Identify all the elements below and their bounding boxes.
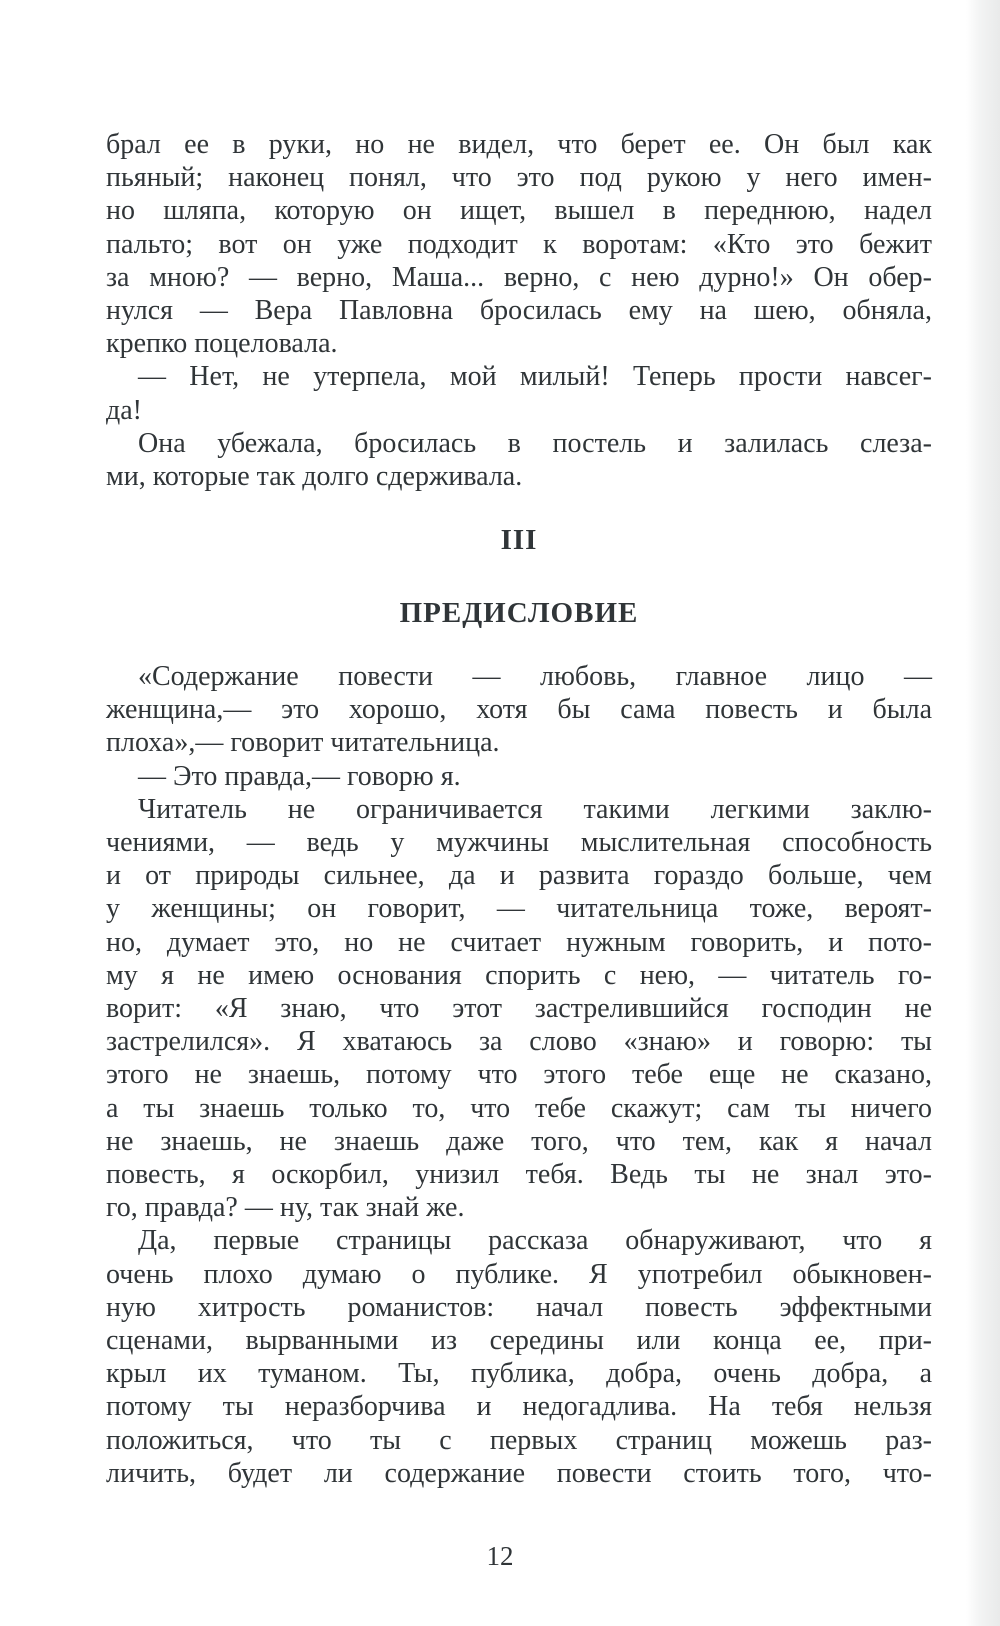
text-line: за мною? — верно, Маша... верно, с нею дурно!» Он обер- <box>106 261 932 293</box>
text-line: но, думает это, но не считает нужным говорить, и пото- <box>106 926 932 958</box>
text-line: личить, будет ли содержание повести стоить того, что- <box>106 1457 932 1489</box>
text-line: плоха»,— говорит читательница. <box>106 727 500 759</box>
text-line: и от природы сильнее, да и развита гораздо больше, чем <box>106 860 932 892</box>
text-line: Читатель не ограничивается такими легкими заклю- <box>138 793 932 825</box>
text-block-continuation <box>106 128 932 493</box>
text-line: сценами, вырванными из середины или конца ее, при- <box>106 1325 932 1357</box>
text-block-preface <box>106 660 932 1490</box>
text-line: у женщины; он говорит, — читательница тоже, вероят- <box>106 893 932 925</box>
text-line: пальто; вот он уже подходит к воротам: «Кто это бежит <box>106 228 932 260</box>
chapter-title: ПРЕДИСЛОВИЕ <box>399 597 639 629</box>
text-line: го, правда? — ну, так знай же. <box>106 1192 465 1224</box>
text-line: му я не имею основания спорить с нею, — читатель го- <box>106 959 932 991</box>
chapter-number: III <box>500 524 538 556</box>
text-line: очень плохо думаю о публике. Я употребил обыкновен- <box>106 1258 932 1290</box>
text-line: женщина,— это хорошо, хотя бы сама повесть и была <box>106 694 932 726</box>
text-line: «Содержание повести — любовь, главное лицо — <box>138 661 932 692</box>
text-line: ворит: «Я знаю, что этот застрелившийся господин не <box>106 993 932 1025</box>
text-line: — Нет, не утерпела, мой милый! Теперь прости навсег- <box>138 361 932 393</box>
page-number: 12 <box>486 1541 514 1571</box>
text-line: крепко поцеловала. <box>106 328 338 360</box>
text-line: да! <box>106 394 142 426</box>
text-line: нулся — Вера Павловна бросилась ему на шею, обняла, <box>106 295 932 327</box>
text-line: — Это правда,— говорю я. <box>138 760 461 792</box>
text-line: чениями, — ведь у мужчины мыслительная способность <box>106 827 932 859</box>
text-line: ми, которые так долго сдерживала. <box>106 461 523 493</box>
text-line: Она убежала, бросилась в постель и залилась слеза- <box>138 427 932 459</box>
text-line: потому ты неразборчива и недогадлива. На тебя нельзя <box>106 1391 932 1423</box>
text-line: не знаешь, не знаешь даже того, что тем, как я начал <box>106 1125 932 1157</box>
text-line: этого не знаешь, потому что этого тебе еще не сказано, <box>106 1059 932 1091</box>
text-line: застрелился». Я хватаюсь за слово «знаю» и говорю: ты <box>106 1026 932 1058</box>
text-line: повесть, я оскорбил, унизил тебя. Ведь ты не знал это- <box>106 1159 932 1191</box>
text-line: ную хитрость романистов: начал повесть эффектными <box>106 1291 932 1323</box>
text-line: пьяный; наконец понял, что это под рукою у него имен- <box>106 162 932 194</box>
text-line: Да, первые страницы рассказа обнаруживают, что я <box>138 1225 932 1257</box>
text-line: а ты знаешь только то, что тебе скажут; сам ты ничего <box>106 1092 932 1124</box>
text-line: положиться, что ты с первых страниц можешь раз- <box>106 1424 932 1456</box>
page-edge-shadow <box>966 0 1000 1626</box>
text-line: крыл их туманом. Ты, публика, добра, очень добра, а <box>106 1358 932 1390</box>
text-line: но шляпа, которую он ищет, вышел в переднюю, надел <box>106 195 932 227</box>
text-line: брал ее в руки, но не видел, что берет ее. Он был как <box>106 129 932 160</box>
